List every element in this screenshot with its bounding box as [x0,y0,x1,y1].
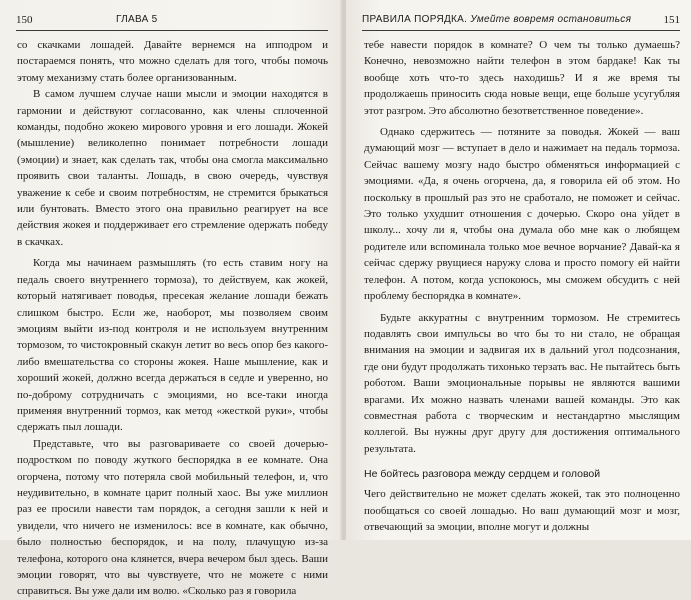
left-header-rule [16,30,328,31]
paragraph: В самом лучшем случае наши мысли и эмоции находятся в гармонии и действуют согласованно, как члены сплоченной команды, подобно жокею мирового уровня и его лошади. Жокей (мышление) великолепно понимает потребности лошади (эмоции) и знает, как сделать так, чтобы она смогла максимально проявить свои таланты. Лошадь, в свою очередь, чувствуя уважение к себе и своим потребностям, не стремится брыкаться или бунтовать. Вместо этого она правильно реагирует на все действия жокея и поддерживает его стремление одержать победу в скачках. [17,88,328,248]
paragraph: Представьте, что вы разговариваете со своей дочерью-подростком по поводу жуткого беспорядка в ее комнате. Она огорчена, потому что потеряла свой мобильный телефон, и, что неудивительно, в комнате царит полный хаос. Вы уже миллион раз ее просили навести там порядок, а сегодня зашли к ней и увидели, что ничего не изменилось: все в комнате, как обычно, было полностью беспорядок, и на полу, плачущую из-за телефона, которого она клянется, вчера вечером был здесь. Ваши эмоции говорят, что вы чувствуете, что не можете с ними справиться. Вы уже дали им волю. «Сколько раз я говорила [17,437,328,598]
paragraph: Когда мы начинаем размышлять (то есть ставим ногу на педаль своего внутреннего тормоза), то действуем, как жокей, который натягивает поводья, пресекая желание лошади бежать слишком быстро. Если же, наоборот, мы позволяем своим эмоциям выйти из-под контроля и не используем внутренним тормозом, то чистокровный скакун летит во весь опор без какого-либо вмешательства со стороны жокея. Наше мышление, как и хороший жокей, должно всегда держаться в седле и уверенно, но по-доброму сотрудничать с эмоциями, но все-таки иногда применяя внутренний тормоз, как метод «жесткой руки», чтобы сдержать пыл лошади. [17,257,328,434]
right-page [346,0,691,540]
running-title-main: ПРАВИЛА ПОРЯДКА. [362,14,468,25]
right-page-number: 151 [663,14,680,26]
left-page-number: 150 [16,14,33,26]
paragraph: Чего действительно не может сделать жокей, так это полноценно пообщаться со своей лошадью. Но ваш думающий мозг и мозг, отвечающий за эмоции, вполне могут и должны [364,488,680,533]
right-page-text [364,37,680,535]
left-page [0,0,343,598]
left-running-head [16,12,328,28]
left-page-text [17,37,328,600]
section-heading: Не бойтесь разговора между сердцем и головой [364,468,601,481]
right-running-head [362,12,680,28]
section-running-title [362,12,631,28]
paragraph: Однако сдержитесь — потяните за поводья. Жокей — ваш думающий мозг — вступает в дело и нажимает на педаль тормоза. Сейчас вашему мозгу надо быстро обменяться информацией с эмоциями. «Да, я очень огорчена, да, я говорила ей об этом. Но поскольку в прошлый раз это не сработало, не поможет и сейчас. Это только ухудшит отношения с дочерью. Скоро она уйдет в школу... хочу ли я, чтобы она думала обо мне как о любящем родителе или вспоминала только мое вечное ворчание? Давай-ка я сейчас сдержу рвущиеся наружу слова и просто помогу ей найти телефон. А потом, когда успокоюсь, мы сможем обсудить с ней проблему беспорядка в комнате». [364,126,680,303]
right-header-rule [362,30,680,31]
paragraph: со скачками лошадей. Давайте вернемся на ипподром и постараемся понять, что можно сделать для того, чтобы помочь этому механизму стать более организованным. [17,39,328,84]
running-title-subtitle: Умейте вовремя остановиться [470,14,632,25]
paragraph: Будьте аккуратны с внутренним тормозом. Не стремитесь подавлять свои импульсы во что бы то ни стало, не обращая внимания на эмоции и задвигая их в дальний угол подсознания, где они будут продолжать тихонько терзать вас. Не пытайтесь быть роботом. Ваши эмоциональные порывы не являются вашими врагами. Их можно назвать членами вашей команды. Это как совместная работа с творческим и нестандартно мыслящим коллегой. Вы нужны друг другу для достижения оптимального результата. [364,311,680,455]
chapter-title: ГЛАВА 5 [116,14,158,25]
paragraph: тебе навести порядок в комнате? О чем ты только думаешь? Конечно, невозможно найти телефон в этом бардаке! Как ты вообще хоть что-то здесь находишь? И я же время ты продолжаешь приносить сюда новые вещи, еще больше усугубляя этот разгром. Это абсолютно безответственное поведение». [364,39,680,117]
